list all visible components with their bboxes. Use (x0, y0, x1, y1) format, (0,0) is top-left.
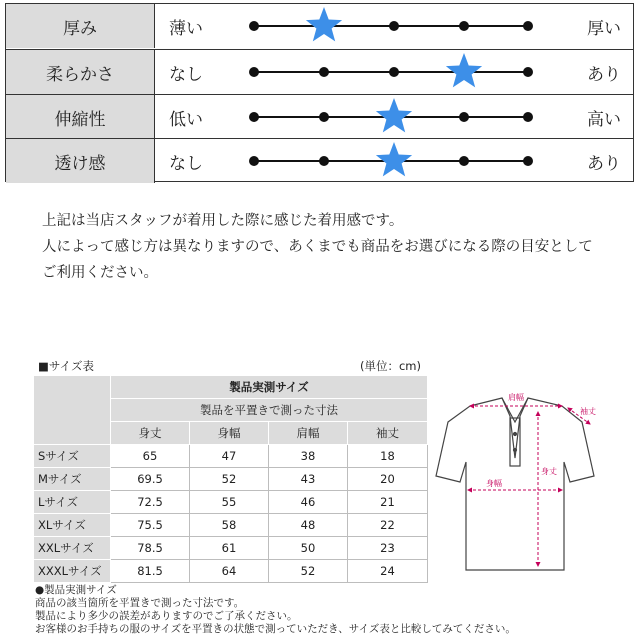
cell: 58 (190, 514, 269, 537)
table-row (34, 445, 428, 468)
cell: 75.5 (111, 514, 190, 537)
fabric-feel-table (5, 3, 634, 182)
column-header: 肩幅 (269, 422, 348, 445)
scale-dot (249, 156, 259, 166)
feel-row-sheerness (6, 138, 633, 183)
feel-low-label: 低い (169, 109, 203, 130)
cell: 48 (269, 514, 348, 537)
cell: 72.5 (111, 491, 190, 514)
cell: 38 (269, 445, 348, 468)
feel-low-label: なし (169, 64, 203, 85)
column-header: 身丈 (111, 422, 190, 445)
feel-label: 透け感 (6, 139, 155, 183)
scale-dot (523, 21, 533, 31)
scale-dot (319, 112, 329, 122)
cell: 46 (269, 491, 348, 514)
cell: 47 (190, 445, 269, 468)
cell: 64 (190, 560, 269, 583)
header-main: 製品実測サイズ (111, 376, 428, 399)
cell: 24 (348, 560, 428, 583)
cell: 20 (348, 468, 428, 491)
notes-line: 商品の該当箇所を平置きで測った寸法です。 (35, 597, 245, 609)
table-row (34, 491, 428, 514)
size-label: XXLサイズ (34, 537, 111, 560)
note-line: ご利用ください。 (42, 265, 158, 281)
rating-star-icon (306, 7, 342, 41)
feel-row-stretch (6, 94, 633, 139)
size-label: Lサイズ (34, 491, 111, 514)
scale-dot (523, 112, 533, 122)
cell: 52 (269, 560, 348, 583)
feel-high-label: 高い (587, 109, 621, 130)
scale-dot (249, 67, 259, 77)
cell: 50 (269, 537, 348, 560)
feel-label: 伸縮性 (6, 95, 155, 139)
feel-high-label: あり (587, 64, 621, 85)
cell: 61 (190, 537, 269, 560)
feel-row-thickness (6, 4, 633, 48)
scale-dot (523, 156, 533, 166)
size-notes (35, 584, 516, 636)
table-row (34, 537, 428, 560)
cell: 65 (111, 445, 190, 468)
table-corner (34, 376, 111, 445)
note-line: 上記は当店スタッフが着用した際に感じた着用感です。 (42, 213, 404, 229)
feel-label: 厚み (6, 4, 155, 48)
rating-star-icon (376, 98, 412, 132)
feel-high-label: あり (587, 153, 621, 174)
feel-row-softness (6, 49, 633, 94)
size-label: XLサイズ (34, 514, 111, 537)
cell: 52 (190, 468, 269, 491)
scale-dot (249, 112, 259, 122)
size-label: Mサイズ (34, 468, 111, 491)
cell: 81.5 (111, 560, 190, 583)
table-row (34, 560, 428, 583)
cell: 18 (348, 445, 428, 468)
rating-star-icon (446, 53, 482, 87)
feel-low-label: 薄い (169, 18, 203, 39)
length-label: 身丈 (541, 467, 557, 476)
scale-dot (319, 67, 329, 77)
cell: 23 (348, 537, 428, 560)
feel-low-label: なし (169, 153, 203, 174)
feel-scale (6, 139, 633, 183)
feel-scale (6, 50, 633, 94)
scale-dot (389, 67, 399, 77)
column-header: 身幅 (190, 422, 269, 445)
cell: 21 (348, 491, 428, 514)
size-table-title: ■サイズ表 (38, 359, 94, 373)
size-label: Sサイズ (34, 445, 111, 468)
sleeve-label: 袖丈 (580, 407, 596, 416)
cell: 22 (348, 514, 428, 537)
staff-note (42, 208, 622, 286)
size-label: XXXLサイズ (34, 560, 111, 583)
rating-star-icon (376, 142, 412, 176)
cell: 55 (190, 491, 269, 514)
scale-dot (459, 112, 469, 122)
note-line: 人によって感じ方は異なりますので、あくまでも商品をお選びになる際の目安として (42, 239, 593, 255)
scale-dot (389, 21, 399, 31)
feel-label: 柔らかさ (6, 50, 155, 94)
cell: 78.5 (111, 537, 190, 560)
feel-high-label: 厚い (587, 18, 621, 39)
table-row (34, 468, 428, 491)
notes-heading: ●製品実測サイズ (35, 584, 117, 596)
notes-line: 製品により多少の誤差がありますのでご了承ください。 (35, 610, 298, 622)
header-sub: 製品を平置きで測った寸法 (111, 399, 428, 422)
scale-dot (523, 67, 533, 77)
scale-dot (319, 156, 329, 166)
scale-dot (459, 21, 469, 31)
cell: 69.5 (111, 468, 190, 491)
scale-dot (249, 21, 259, 31)
size-table-unit: (単位：cm) (360, 359, 421, 373)
column-header: 袖丈 (348, 422, 428, 445)
chest-label: 身幅 (486, 479, 502, 488)
cell: 43 (269, 468, 348, 491)
feel-scale (6, 4, 633, 48)
feel-scale (6, 95, 633, 139)
scale-dot (459, 156, 469, 166)
polo-shirt-icon (436, 398, 594, 570)
table-row (34, 514, 428, 537)
size-table (33, 375, 428, 583)
shoulder-label: 肩幅 (508, 393, 524, 402)
notes-line: お客様のお手持ちの服のサイズを平置きの状態で測っていただき、サイズ表と比較してみてください。 (35, 623, 516, 635)
polo-measure-diagram (430, 378, 610, 578)
